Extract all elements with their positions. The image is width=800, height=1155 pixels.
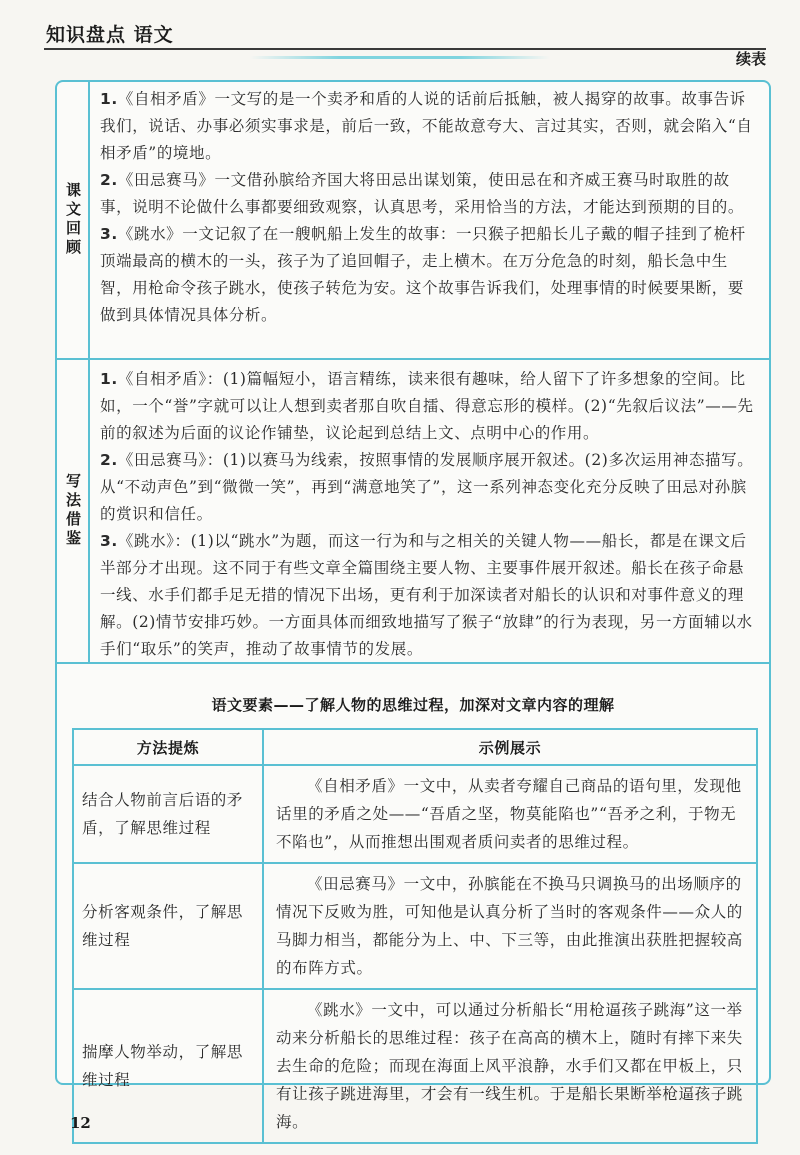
item-number: 3. [100,532,118,550]
item-text: 《田忌赛马》一文借孙膑给齐国大将田忌出谋划策，使田忌在和齐威王赛马时取胜的故事，说明不论做什么事都要细致观察，认真思考，采用恰当的方法，才能达到预期的目的。 [100,171,745,216]
item-number: 3. [100,225,118,243]
table-title: 语文要素——了解人物的思维过程，加深对文章内容的理解 [211,696,615,714]
example-cell: 《田忌赛马》一文中，孙膑能在不换马只调换马的出场顺序的情况下反败为胜，可知他是认真分析了当时的客观条件——众人的马脚力相当，都能分为上、中、下三等，由此推演出获胜把握较高的布阵方式。 [263,863,757,989]
header-accent-bar [250,56,550,59]
writing-item-2 [100,447,760,528]
section-divider-horizontal [57,358,769,360]
method-cell: 揣摩人物举动，了解思维过程 [73,989,263,1143]
item-text: 《田忌赛马》：(1)以赛马为线索，按照事情的发展顺序展开叙述。(2)多次运用神态描写。从“不动声色”到“微微一笑”，再到“满意地笑了”，这一系列神态变化充分反映了田忌对孙膑的赏识和信任。 [100,451,754,523]
review-item-1 [100,86,760,167]
table-row [73,989,757,1143]
table-header-row [73,729,757,765]
header-rule [44,48,766,50]
example-cell: 《自相矛盾》一文中，从卖者夸耀自己商品的语句里，发现他话里的矛盾之处——“吾盾之坚，物莫能陷也”“吾矛之利，于物无不陷也”，从而推想出围观者质问卖者的思维过程。 [263,765,757,863]
column-header-method: 方法提炼 [73,729,263,765]
section-divider-vertical [88,360,90,662]
item-text: 《自相矛盾》一文写的是一个卖矛和盾的人说的话前后抵触，被人揭穿的故事。故事告诉我们，说话、办事必须实事求是，前后一致，不能故意夸大、言过其实，否则，就会陷入“自相矛盾”的境地。 [100,90,753,162]
review-item-3 [100,221,760,329]
method-cell: 结合人物前言后语的矛盾，了解思维过程 [73,765,263,863]
writing-item-1 [100,366,760,447]
section-divider-horizontal [57,662,769,664]
section-label-review [57,82,88,358]
item-number: 1. [100,90,118,108]
page-number: 12 [70,1114,91,1132]
table-row [73,765,757,863]
column-header-example: 示例展示 [263,729,757,765]
method-table [72,728,758,1144]
section-label-writing [57,360,88,662]
section-review-text [100,86,760,329]
section-writing-text [100,366,760,663]
item-text: 《跳水》一文记叙了在一艘帆船上发生的故事：一只猴子把船长儿子戴的帽子挂到了桅杆顶端最高的横木的一头，孩子为了追回帽子，走上横木。在万分危急的时刻，船长急中生智，用枪命令孩子跳水，使孩子转危为安。这个故事告诉我们，处理事情的时候要果断，要做到具体情况具体分析。 [100,225,746,324]
section-label-text: 课文回顾 [64,182,82,258]
item-number: 2. [100,451,118,469]
item-text: 《跳水》：(1)以“跳水”为题，而这一行为和与之相关的关键人物——船长，都是在课文后半部分才出现。这不同于有些文章全篇围绕主要人物、主要事件展开叙述。船长在孩子命悬一线、水手们都手足无措的情况下出场，更有利于加深读者对船长的认识和对事件意义的理解。(2)情节安排巧妙。一方面具体而细致地描写了猴子“放肆”的行为表现，另一方面辅以水手们“取乐”的笑声，推动了故事情节的发展。 [100,532,753,658]
continued-label: 续表 [735,50,766,68]
item-number: 1. [100,370,118,388]
section-label-text: 写法借鉴 [64,473,82,549]
item-text: 《自相矛盾》：(1)篇幅短小，语言精练，读来很有趣味，给人留下了许多想象的空间。比如，一个“誉”字就可以让人想到卖者那自吹自擂、得意忘形的模样。(2)“先叙后议法”——先前的叙述为后面的议论作铺垫，议论起到总结上文、点明中心的作用。 [100,370,754,442]
writing-item-3 [100,528,760,663]
page-header-title: 知识盘点 语文 [46,24,174,46]
table-row [73,863,757,989]
review-item-2 [100,167,760,221]
section-divider-vertical [88,82,90,358]
method-cell: 分析客观条件，了解思维过程 [73,863,263,989]
item-number: 2. [100,171,118,189]
example-cell: 《跳水》一文中，可以通过分析船长“用枪逼孩子跳海”这一举动来分析船长的思维过程：孩子在高高的横木上，随时有摔下来失去生命的危险；而现在海面上风平浪静，水手们又都在甲板上，只有让孩子跳进海里，才会有一线生机。于是船长果断举枪逼孩子跳海。 [263,989,757,1143]
